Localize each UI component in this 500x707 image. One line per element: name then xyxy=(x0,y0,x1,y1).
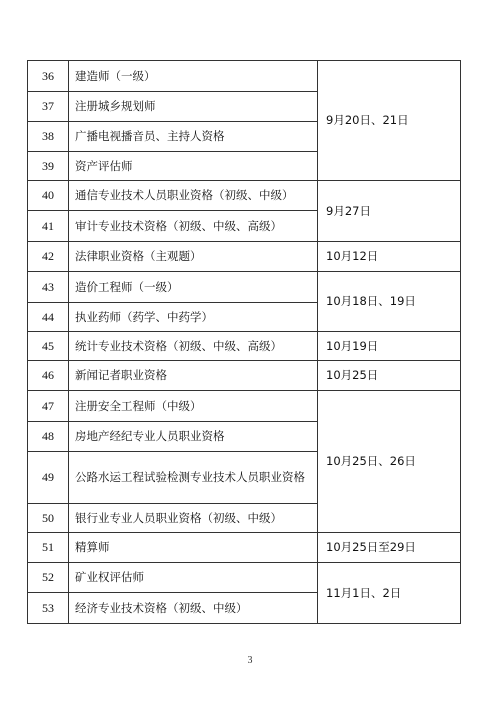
row-number: 39 xyxy=(28,152,69,181)
exam-date: 10月25日、26日 xyxy=(318,391,461,533)
row-number: 45 xyxy=(28,332,69,361)
exam-name: 广播电视播音员、主持人资格 xyxy=(69,122,318,152)
table-row xyxy=(28,361,461,391)
row-number: 52 xyxy=(28,563,69,593)
exam-date: 10月18日、19日 xyxy=(318,272,461,332)
exam-name: 通信专业技术人员职业资格（初级、中级） xyxy=(69,181,318,211)
exam-date: 10月19日 xyxy=(318,332,461,361)
row-number: 44 xyxy=(28,303,69,332)
exam-schedule-table xyxy=(27,60,445,624)
exam-name: 审计专业技术资格（初级、中级、高级） xyxy=(69,211,318,242)
exam-name: 房地产经纪专业人员职业资格 xyxy=(69,422,318,452)
table-row xyxy=(28,533,461,563)
row-number: 42 xyxy=(28,242,69,272)
exam-name: 精算师 xyxy=(69,533,318,563)
table-row xyxy=(28,332,461,361)
exam-name: 执业药师（药学、中药学） xyxy=(69,303,318,332)
row-number: 40 xyxy=(28,181,69,211)
table-row xyxy=(28,391,461,422)
row-number: 49 xyxy=(28,452,69,504)
table-row xyxy=(28,563,461,593)
table-row xyxy=(28,61,461,92)
row-number: 36 xyxy=(28,61,69,92)
exam-name: 银行业专业人员职业资格（初级、中级） xyxy=(69,504,318,533)
row-number: 53 xyxy=(28,593,69,624)
page-number: 3 xyxy=(247,655,253,666)
exam-date: 10月12日 xyxy=(318,242,461,272)
exam-date: 9月20日、21日 xyxy=(318,61,461,181)
exam-name: 资产评估师 xyxy=(69,152,318,181)
exam-date: 11月1日、2日 xyxy=(318,563,461,624)
row-number: 47 xyxy=(28,391,69,422)
table-row xyxy=(28,272,461,303)
exam-name: 造价工程师（一级） xyxy=(69,272,318,303)
table-row xyxy=(28,181,461,211)
exam-name: 经济专业技术资格（初级、中级） xyxy=(69,593,318,624)
exam-date: 9月27日 xyxy=(318,181,461,242)
table-row xyxy=(28,242,461,272)
exam-name: 注册城乡规划师 xyxy=(69,92,318,122)
row-number: 46 xyxy=(28,361,69,391)
exam-name: 公路水运工程试验检测专业技术人员职业资格 xyxy=(69,452,318,504)
row-number: 50 xyxy=(28,504,69,533)
row-number: 48 xyxy=(28,422,69,452)
row-number: 43 xyxy=(28,272,69,303)
row-number: 37 xyxy=(28,92,69,122)
row-number: 38 xyxy=(28,122,69,152)
exam-date: 10月25日 xyxy=(318,361,461,391)
exam-name: 矿业权评估师 xyxy=(69,563,318,593)
exam-name: 统计专业技术资格（初级、中级、高级） xyxy=(69,332,318,361)
exam-name: 法律职业资格（主观题） xyxy=(69,242,318,272)
exam-name: 新闻记者职业资格 xyxy=(69,361,318,391)
row-number: 41 xyxy=(28,211,69,242)
exam-date: 10月25日至29日 xyxy=(318,533,461,563)
exam-name: 注册安全工程师（中级） xyxy=(69,391,318,422)
row-number: 51 xyxy=(28,533,69,563)
exam-name: 建造师（一级） xyxy=(69,61,318,92)
